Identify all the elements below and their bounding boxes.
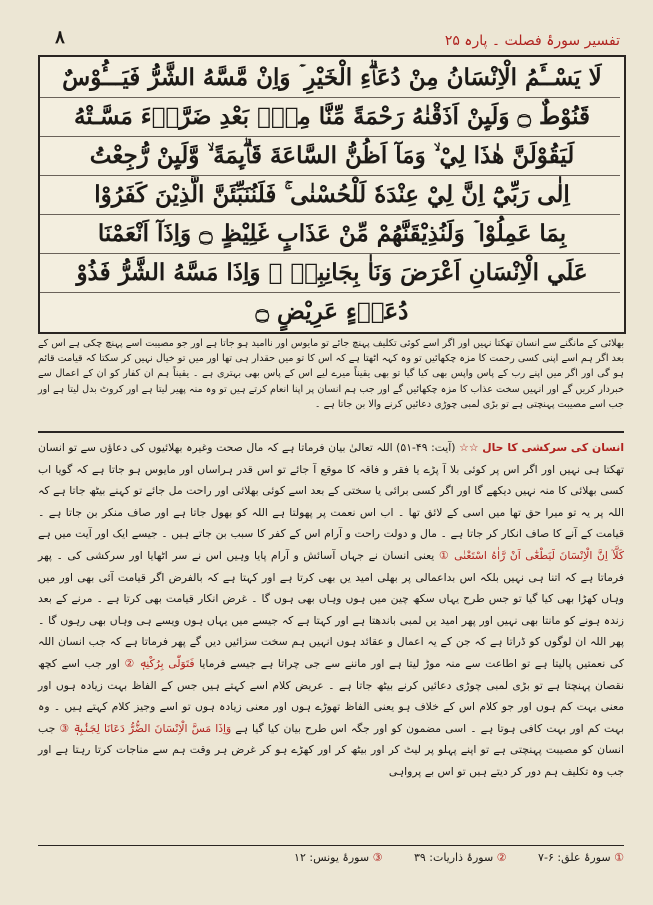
quran-line: بِمَا عَمِلُوْا ۡ وَلَنُذِيْقَنَّهُمْ مِّنْ عَذَابٍ غَلِيْظٍ ۝ وَاِذَآ اَنْعَمْنَا [97, 220, 567, 247]
footnote-mark: ③ [372, 851, 383, 864]
footnote-text: سورۂ یونس: ۱۲ [294, 851, 370, 864]
footnote-divider [38, 845, 624, 846]
footnote-mark: ① [614, 851, 624, 864]
footnote-ref-2[interactable]: ② [124, 656, 136, 670]
quran-line: عَلَي الْاِنْسَانِ اَعْرَضَ وَنَاٰ بِجَانِبِهٖ ۚ وَاِذَا مَسَّهُ الشَّرُّ فَذُوْ [76, 259, 588, 286]
quran-line: لَا يَسْــَٔمُ الْاِنْسَانُ مِنْ دُعَاۗءِ الْخَيْرِ ۡ وَاِنْ مَّسَّهُ الشَّرُّ فَيَـــُٔوْسٌ [62, 64, 602, 91]
footnote-text: سورۂ علق: ۶-۷ [538, 851, 611, 864]
footnote-text: سورۂ ذاریات: ۳۹ [413, 851, 494, 864]
urdu-translation: بھلائی کے مانگنے سے انسان تھکتا نہیں اور اگر اسے کوئی تکلیف پہنچ جائے تو مایوس اور ناامید ہو جاتا ہے اور جو مصیبت اسے پہنچ چکی ہے اس کے بعد اگر ہم اسے اپنی کسی رحمت کا مزہ چکھائیں تو وہ کہہ اٹھتا ہے کہ اس کا تو میں حقدار ہی تھا اور میں تو خیال نہیں کر سکتا کہ قیامت قائم ہو گی اور اگر میں اپنے رب کے پاس واپس بھی کیا گیا تو بھی یقیناً میرے لیے اس کے پاس بھی بہتری ہے ۔ یقیناً ہم ان کفار کو ان کے اعمال سے خبردار کریں گے اور انہیں سخت عذاب کا مزہ چکھائیں گے اور جب ہم انسان پر اپنا انعام کرتے ہیں تو وہ منہ پھیر لیتا ہے اور کروٹ بدل لیتا ہے اور جب اسے مصیبت پہنچتی ہے تو بڑی لمبی چوڑی دعائیں کرنے والا بن جاتا ہے ۔ [38, 338, 624, 410]
footnote-item [410, 851, 506, 864]
tafseer-heading: انسان کی سرکشی کا حال [482, 441, 625, 454]
quran-quote: وَاِذَا مَسَّ الْاِنْسَانَ الضُّرُّ دَعَانَا لِجَنْۢبِهٖٓ [73, 721, 232, 735]
quran-text-frame [38, 55, 626, 334]
quran-line: قَنُوْطٌ ۝ وَلَىِٕنْ اَذَقْنٰهُ رَحْمَةً مِّنَّا مِنْۢ بَعْدِ ضَرَّاۗءَ مَسَّـتْهُ [73, 103, 591, 130]
footnote-item [294, 851, 382, 864]
footnotes [38, 849, 624, 867]
quran-quote: كَلَّآ اِنَّ الْاِنْسَانَ لَيَطْغٰٓى اَنْ رَّاٰهُ اسْتَغْنٰى [454, 548, 624, 562]
quran-line: لَيَقُوْلَنَّ هٰذَا لِيْ ۙ وَمَآ اَظُنُّ السَّاعَةَ قَاۗىِٕمَةً ۙ وَّلَىِٕنْ رُّجِعْتُ [89, 142, 575, 169]
star-icon: ☆☆ [459, 441, 479, 454]
quran-line: اِلٰى رَبِّيْٓ اِنَّ لِيْ عِنْدَهٗ لَلْحُسْنٰى ۚ فَلَنُنَبِّئَنَّ الَّذِيْنَ كَفَرُوْا [94, 181, 570, 208]
quran-line: دُعَاۗءٍ عَرِيْضٍ ۝ [255, 298, 409, 325]
footnote-ref-3[interactable]: ③ [59, 721, 70, 735]
tafseer-paragraph: اور جب اسے کچھ نقصان پہنچتا ہے تو بڑی لمبی چوڑی دعائیں کرنے بیٹھ جاتا ہے ۔ عریض کلام اسے کہتے ہیں جس کے الفاظ بہت زیادہ ہوں اور معنی بہت کم ہوں اور جو کلام اس کے خلاف ہو یعنی الفاظ تھوڑے ہوں اور معنی زیادہ ہوں تو اسے وجیز کلام کہتے ہیں ۔ وہ بہت کم اور بہت کافی ہوتا ہے ۔ اسی مضمون کو اور جگہ اس طرح بیان کیا گیا ہے [38, 656, 624, 735]
tafseer-paragraph: (آیت: ۴۹-۵۱) اللہ تعالیٰ بیان فرماتا ہے کہ مال صحت وغیرہ بھلائیوں کی دعاؤں سے تو انسان تھکتا ہی نہیں اور اگر اس پر کوئی بلا آ پڑے یا فقر و فاقہ کا موقع آ جائے تو اس قدر ہراساں اور مایوس ہو جاتا ہے کہ گویا اب کسی بھلائی کا منہ نہیں دیکھے گا اور اگر کسی برائی یا سختی کے بعد اسے کوئی بھلائی اور راحت مل جائے تو کہنے بیٹھ جاتا ہے کہ اللہ پر یہ تو میرا حق تھا میں اسی کے لائق تھا ۔ اب اس نعمت پر پھولتا ہے اللہ کو بھول جاتا ہے اور صاف منکر بن جاتا ہے ۔ قیامت کے آنے کا صاف انکار کر جاتا ہے ۔ مال و دولت راحت و آرام اس کے کفر کا سبب بن جاتے ہیں ۔ جیسے ایک اور آیت میں ہے [38, 441, 624, 541]
footnote-item [535, 851, 624, 864]
footnote-ref-1[interactable]: ① [438, 548, 450, 562]
running-header: تفسیر سورۂ فصلت ۔ پارہ ۲۵ [444, 33, 620, 49]
page-number: ۸ [55, 27, 65, 48]
quran-quote: فَتَوَلّٰى بِرُكْنِهٖ [139, 656, 195, 670]
tafseer-paragraph: یعنی انسان نے جہاں آسائش و آرام پایا وہیں اس نے سر اٹھایا اور سرکشی کی ۔ پھر فرماتا ہے کہ اتنا ہی نہیں بلکہ اس بداعمالی پر بھلی امید یں بھی کرتا ہے اور کہتا ہے کہ بالفرض اگر قیامت آئی بھی اور میں وہاں کھڑا بھی کیا گیا تو جس طرح یہاں سکھ چین میں ہوں وہاں بھی ہوں گا ۔ غرض انکار قیامت بھی کرتا ہے ۔ مرنے کے بعد زندہ ہونے کو مانتا بھی نہیں اور پھر امید یں لمبی باندھتا ہے اور کہتا ہے کہ جیسے میں یہاں ہوں ویسے ہی وہاں بھی رہوں گا ۔ پھر اللہ ان لوگوں کو ڈراتا ہے کہ جن کے یہ اعمال و عقائد ہوں انہیں ہم سخت سزائیں دیں گے پھر فرماتا ہے کہ جب انسان اللہ کی نعمتیں پالیتا ہے تو اطاعت سے منہ موڑ لیتا ہے اور ماننے سے جی چراتا ہے جیسے فرمایا [38, 548, 624, 670]
section-divider [38, 431, 624, 433]
tafseer-body [38, 437, 624, 837]
footnote-mark: ② [496, 851, 507, 864]
tafseer-paragraph: جب انسان کو مصیبت پہنچتی ہے تو اپنے پہلو پر لیٹ کر اور بیٹھ کر اور کھڑے ہو کر غرض ہر وقت ہم سے مناجات کرتا رہتا ہے اور جب وہ تکلیف ہم دور کر دیتے ہیں تو اس بے پرواہی [38, 721, 624, 778]
